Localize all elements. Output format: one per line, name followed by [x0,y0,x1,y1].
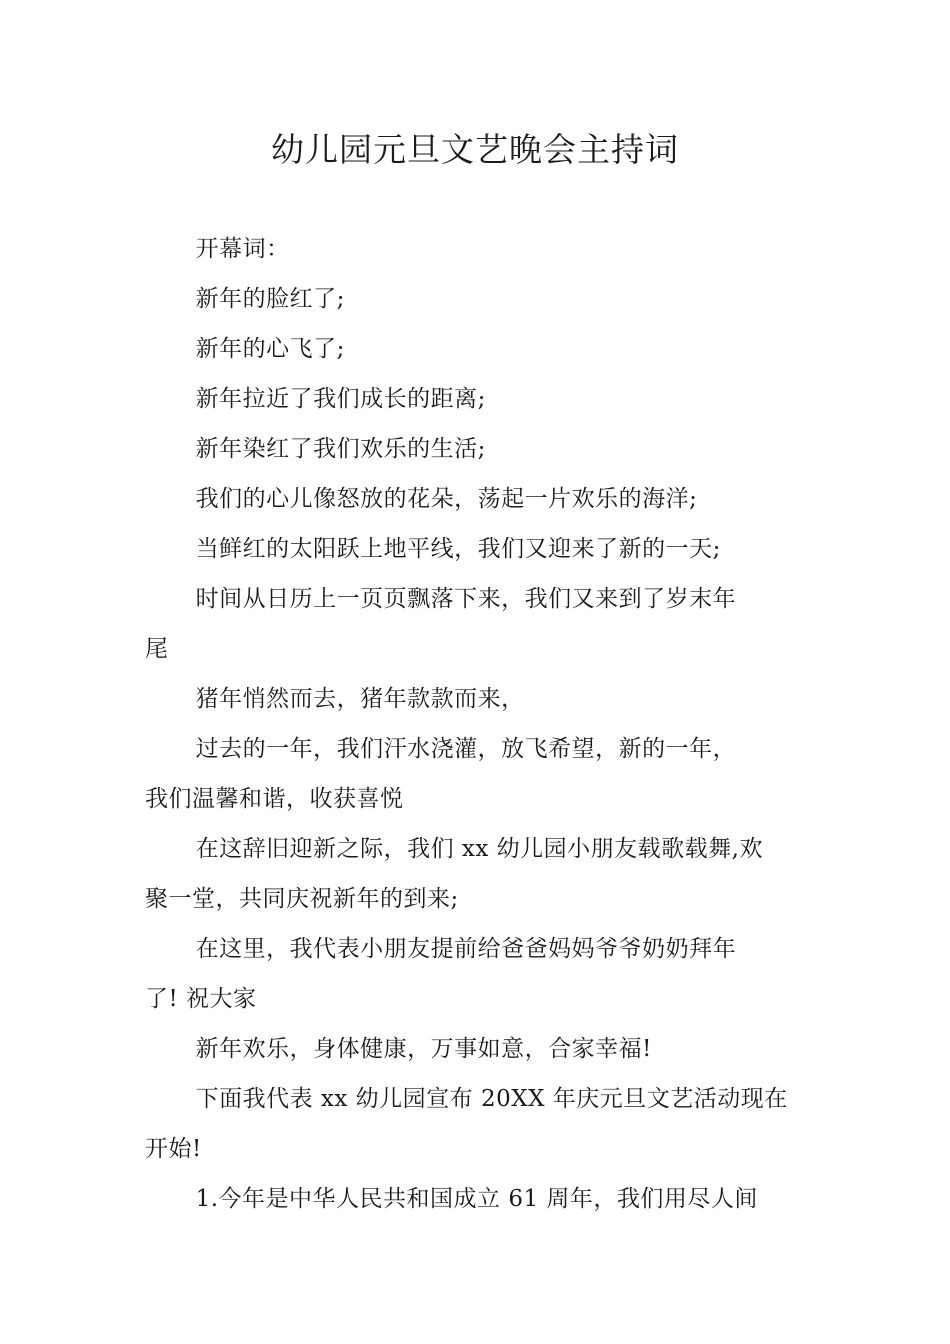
text-line: 我们的心儿像怒放的花朵，荡起一片欢乐的海洋; [195,486,698,512]
text-line: 在这辞旧迎新之际，我们 xx 幼儿园小朋友载歌载舞,欢 [195,836,763,862]
document-title: 幼儿园元旦文艺晚会主持词 [271,130,679,169]
text-line: 新年的脸红了; [195,286,345,312]
paragraph [145,1024,807,1074]
document-body [145,224,807,1224]
text-line-continued: 了! 祝大家 [145,986,257,1012]
text-line: 新年欢乐，身体健康，万事如意，合家幸福! [195,1036,652,1062]
text-line: 开幕词： [195,236,290,262]
text-line: 新年的心飞了; [195,336,345,362]
paragraph [145,674,807,724]
text-line: 下面我代表 xx 幼儿园宣布 20XX 年庆元旦文艺活动现在 [195,1086,788,1112]
text-line-continued: 聚一堂，共同庆祝新年的到来; [145,886,459,912]
paragraph [145,224,807,274]
paragraph [145,324,807,374]
text-line: 时间从日历上一页页飘落下来，我们又来到了岁末年 [195,586,737,612]
paragraph [145,524,807,574]
paragraph [145,424,807,474]
text-line: 在这里，我代表小朋友提前给爸爸妈妈爷爷奶奶拜年 [195,936,737,962]
paragraph [145,274,807,324]
text-line: 当鲜红的太阳跃上地平线，我们又迎来了新的一天; [195,536,721,562]
paragraph [145,1174,807,1224]
text-line: 猪年悄然而去，猪年款款而来， [195,686,525,712]
paragraph [145,574,807,674]
paragraph [145,474,807,524]
text-line: 新年拉近了我们成长的距离; [195,386,486,412]
text-line: 1.今年是中华人民共和国成立 61 周年，我们用尽人间 [195,1186,758,1212]
paragraph [145,724,807,824]
text-line-continued: 尾 [145,636,169,662]
paragraph [145,824,807,924]
text-line-continued: 开始! [145,1136,202,1162]
text-line: 新年染红了我们欢乐的生活; [195,436,486,462]
paragraph [145,924,807,1024]
text-line: 过去的一年，我们汗水浇灌，放飞希望，新的一年， [195,736,737,762]
paragraph [145,1074,807,1174]
text-line-continued: 我们温馨和谐，收获喜悦 [145,786,404,812]
paragraph [145,374,807,424]
